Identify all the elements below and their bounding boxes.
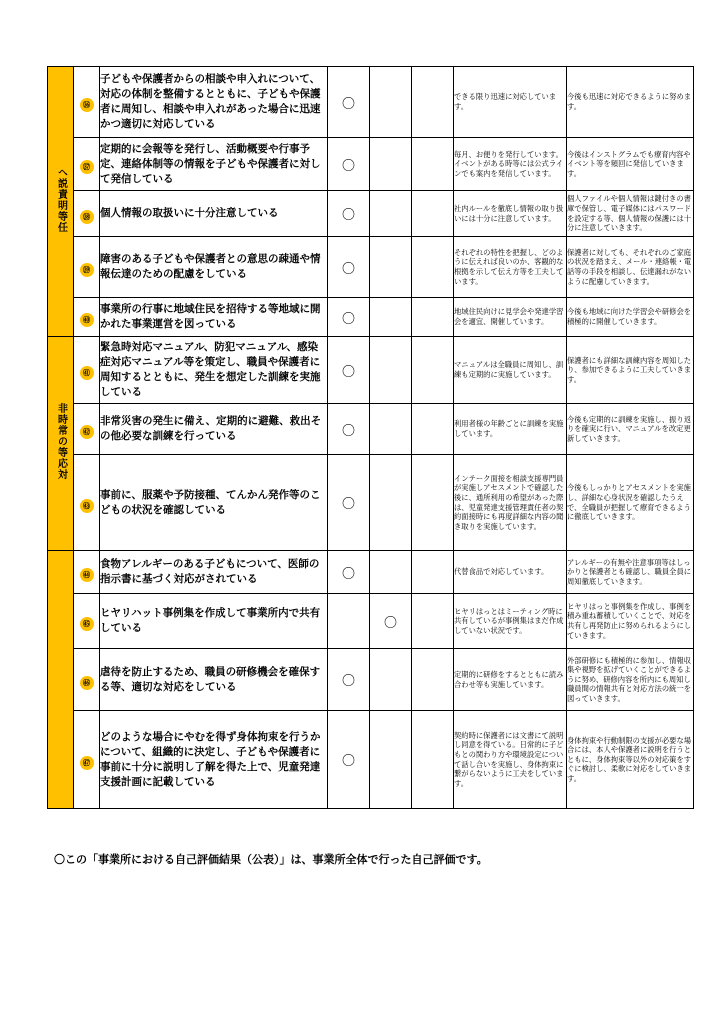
- improvement-plan-note: アレルギーの有無や注意事項等はしっかりと保護者とも確認し、職員全員に周知徹底していきます。: [567, 551, 694, 594]
- improvement-plan-note: 今後も定期的に訓練を実施し、振り返りを確実に行い、マニュアルを改定更新していきます。: [567, 404, 694, 455]
- mark-yes: 〇: [328, 337, 370, 404]
- mark-no: [412, 594, 454, 649]
- item-number: ㊴: [80, 263, 94, 277]
- current-status-note: 代替食品で対応しています。: [454, 551, 567, 594]
- evaluation-item: 緊急時対応マニュアル、防犯マニュアル、感染症対応マニュアル等を策定し、職員や保護者に周知するとともに、発生を想定した訓練を実施している: [100, 337, 328, 404]
- mark-partial: [370, 191, 412, 237]
- table-row: [48, 237, 694, 298]
- item-number: ㊻: [80, 676, 94, 690]
- mark-no: [412, 191, 454, 237]
- evaluation-item: どのような場合にやむを得ず身体拘束を行うかについて、組織的に決定し、子どもや保護者に事前に十分に説明し了解を得た上で、児童発達支援計画に記載している: [100, 711, 328, 809]
- improvement-plan-note: 今後も迅速に対応できるように努めます。: [567, 67, 694, 138]
- table-row: [48, 404, 694, 455]
- evaluation-item: 障害のある子どもや保護者との意思の疎通や情報伝達のための配慮をしている: [100, 237, 328, 298]
- mark-partial: [370, 711, 412, 809]
- mark-no: [412, 551, 454, 594]
- item-number: ㊶: [80, 366, 94, 380]
- category-cell: [48, 551, 74, 809]
- mark-partial: [370, 138, 412, 191]
- current-status-note: 定期的に研修をするとともに読み合わせ等も実施しています。: [454, 649, 567, 711]
- mark-no: [412, 649, 454, 711]
- evaluation-item: 食物アレルギーのある子どもについて、医師の指示書に基づく対応がされている: [100, 551, 328, 594]
- evaluation-item: 子どもや保護者からの相談や申入れについて、対応の体制を整備するとともに、子どもや保護者に周知し、相談や申入れがあった場合に迅速かつ適切に対応している: [100, 67, 328, 138]
- improvement-plan-note: 今後はインストグラムでも療育内容やイベント等を頻回に発信していきます。: [567, 138, 694, 191]
- mark-yes: 〇: [328, 551, 370, 594]
- item-number: ㊸: [80, 499, 94, 513]
- category-label: 非時常の等応対: [55, 403, 67, 480]
- item-number-cell: [74, 298, 100, 337]
- mark-partial: [370, 551, 412, 594]
- item-number: ㊵: [80, 313, 94, 327]
- mark-yes: 〇: [328, 649, 370, 711]
- mark-partial: [370, 455, 412, 551]
- current-status-note: 契約時に保護者には文書にて説明し同意を得ている。日常的に子どもとの関わり方や環境設定について話し合いを実施し、身体拘束に繋がらないように工夫をしています。: [454, 711, 567, 809]
- item-number-cell: [74, 237, 100, 298]
- item-number: ㊷: [80, 425, 94, 439]
- improvement-plan-note: 保護者に対しても、それぞれのご家庭の状況を踏まえ、メール・連絡帳・電話等の手段を相談し、伝達漏れがないように配慮していきます。: [567, 237, 694, 298]
- item-number-cell: [74, 711, 100, 809]
- item-number-cell: [74, 404, 100, 455]
- item-number: ㊱: [80, 98, 94, 112]
- mark-partial: [370, 67, 412, 138]
- mark-yes: 〇: [328, 138, 370, 191]
- table-row: [48, 711, 694, 809]
- mark-partial: [370, 298, 412, 337]
- current-status-note: ヒヤリはっとはミーティング時に共有しているが事例集はまだ作成していない状況です。: [454, 594, 567, 649]
- category-cell: [48, 337, 74, 551]
- table-row: [48, 138, 694, 191]
- table-row: [48, 594, 694, 649]
- mark-no: [412, 455, 454, 551]
- improvement-plan-note: 身体拘束や行動制限の支援が必要な場合には、本人や保護者に説明を行うとともに、身体拘束等以外の対応策をすぐに検討し、柔軟に対応をしていきます。: [567, 711, 694, 809]
- current-status-note: 地域住民向けに見学会や発達学習会を適宜、開催しています。: [454, 298, 567, 337]
- item-number: ㊲: [80, 160, 94, 174]
- current-status-note: できる限り迅速に対応しています。: [454, 67, 567, 138]
- mark-yes: 〇: [328, 67, 370, 138]
- mark-partial: [370, 404, 412, 455]
- item-number: ㊺: [80, 617, 94, 631]
- evaluation-item: 事前に、服薬や予防接種、てんかん発作等のこどもの状況を確認している: [100, 455, 328, 551]
- mark-yes: 〇: [328, 191, 370, 237]
- current-status-note: 毎月、お便りを発行しています。イベントがある時等には公式ラインでも案内を発信しています。: [454, 138, 567, 191]
- mark-no: [412, 237, 454, 298]
- item-number-cell: [74, 594, 100, 649]
- current-status-note: 社内ルールを徹底し情報の取り扱いには十分に注意しています。: [454, 191, 567, 237]
- item-number-cell: [74, 455, 100, 551]
- table-row: [48, 649, 694, 711]
- mark-partial: 〇: [370, 594, 412, 649]
- evaluation-item: 虐待を防止するため、職員の研修機会を確保する等、適切な対応をしている: [100, 649, 328, 711]
- table-row: [48, 337, 694, 404]
- mark-yes: 〇: [328, 404, 370, 455]
- improvement-plan-note: 今後もしっかりとアセスメントを実施し、詳細な心身状況を確認したうえで、全職員が把握して療育できるように徹底していきます。: [567, 455, 694, 551]
- table-row: [48, 191, 694, 237]
- table-row: [48, 298, 694, 337]
- item-number-cell: [74, 551, 100, 594]
- mark-yes: 〇: [328, 237, 370, 298]
- table-row: [48, 455, 694, 551]
- item-number-cell: [74, 649, 100, 711]
- mark-yes: [328, 594, 370, 649]
- mark-yes: 〇: [328, 711, 370, 809]
- improvement-plan-note: 今後も地域に向けた学習会や研修会を積極的に開催していきます。: [567, 298, 694, 337]
- item-number-cell: [74, 337, 100, 404]
- footnote: 〇この「事業所における自己評価結果（公表）」は、事業所全体で行った自己評価です。: [54, 853, 488, 866]
- mark-no: [412, 404, 454, 455]
- mark-partial: [370, 237, 412, 298]
- evaluation-item: 定期的に会報等を発行し、活動概要や行事予定、連絡体制等の情報を子どもや保護者に対して発信している: [100, 138, 328, 191]
- evaluation-item: ヒヤリハット事例集を作成して事業所内で共有している: [100, 594, 328, 649]
- item-number-cell: [74, 138, 100, 191]
- category-cell: [48, 67, 74, 337]
- mark-no: [412, 138, 454, 191]
- item-number: ㊹: [80, 568, 94, 582]
- improvement-plan-note: 外部研修にも積極的に参加し、情報収集や視野を拡げていくことができるように努め、研修内容を所内にも周知し職員間の情報共有と対応方法の統一を図っていきます。: [567, 649, 694, 711]
- current-status-note: それぞれの特性を把握し、どのように伝えれば良いのか、客観的な根拠を示して伝え方等を工夫しています。: [454, 237, 567, 298]
- current-status-note: マニュアルは全職員に周知し、訓練も定期的に実施しています。: [454, 337, 567, 404]
- mark-no: [412, 298, 454, 337]
- mark-partial: [370, 649, 412, 711]
- category-label: へ説責明等任: [55, 166, 67, 233]
- improvement-plan-note: ヒヤリはっと事例集を作成し、事例を積み重ね蓄積していくことで、対応を共有し再発防止に努められるようにしていきます。: [567, 594, 694, 649]
- mark-yes: 〇: [328, 455, 370, 551]
- improvement-plan-note: 保護者にも詳細な訓練内容を周知したり、参加できるように工夫していきます。: [567, 337, 694, 404]
- current-status-note: 利用者様の年齢ごとに訓練を実施しています。: [454, 404, 567, 455]
- mark-partial: [370, 337, 412, 404]
- item-number-cell: [74, 191, 100, 237]
- item-number-cell: [74, 67, 100, 138]
- item-number: ㊳: [80, 210, 94, 224]
- evaluation-item: 非常災害の発生に備え、定期的に避難、救出その他必要な訓練を行っている: [100, 404, 328, 455]
- item-number: ㊼: [80, 756, 94, 770]
- mark-no: [412, 67, 454, 138]
- evaluation-item: 個人情報の取扱いに十分注意している: [100, 191, 328, 237]
- current-status-note: インテーク面接を相談支援専門員が実施しアセスメントで確認した後に、通所利用の希望があった際は、児童発達支援管理責任者の契約面接時にも再度詳細な内容の聞き取りを実施しています。: [454, 455, 567, 551]
- mark-no: [412, 337, 454, 404]
- table-row: [48, 551, 694, 594]
- mark-yes: 〇: [328, 298, 370, 337]
- table-row: [48, 67, 694, 138]
- mark-no: [412, 711, 454, 809]
- evaluation-item: 事業所の行事に地域住民を招待する等地域に開かれた事業運営を図っている: [100, 298, 328, 337]
- self-evaluation-table: [47, 66, 694, 809]
- improvement-plan-note: 個人ファイルや個人情報は鍵付きの書庫で保管し、電子媒体にはパスワードを設定する等、個人情報の保護には十分に注意していきます。: [567, 191, 694, 237]
